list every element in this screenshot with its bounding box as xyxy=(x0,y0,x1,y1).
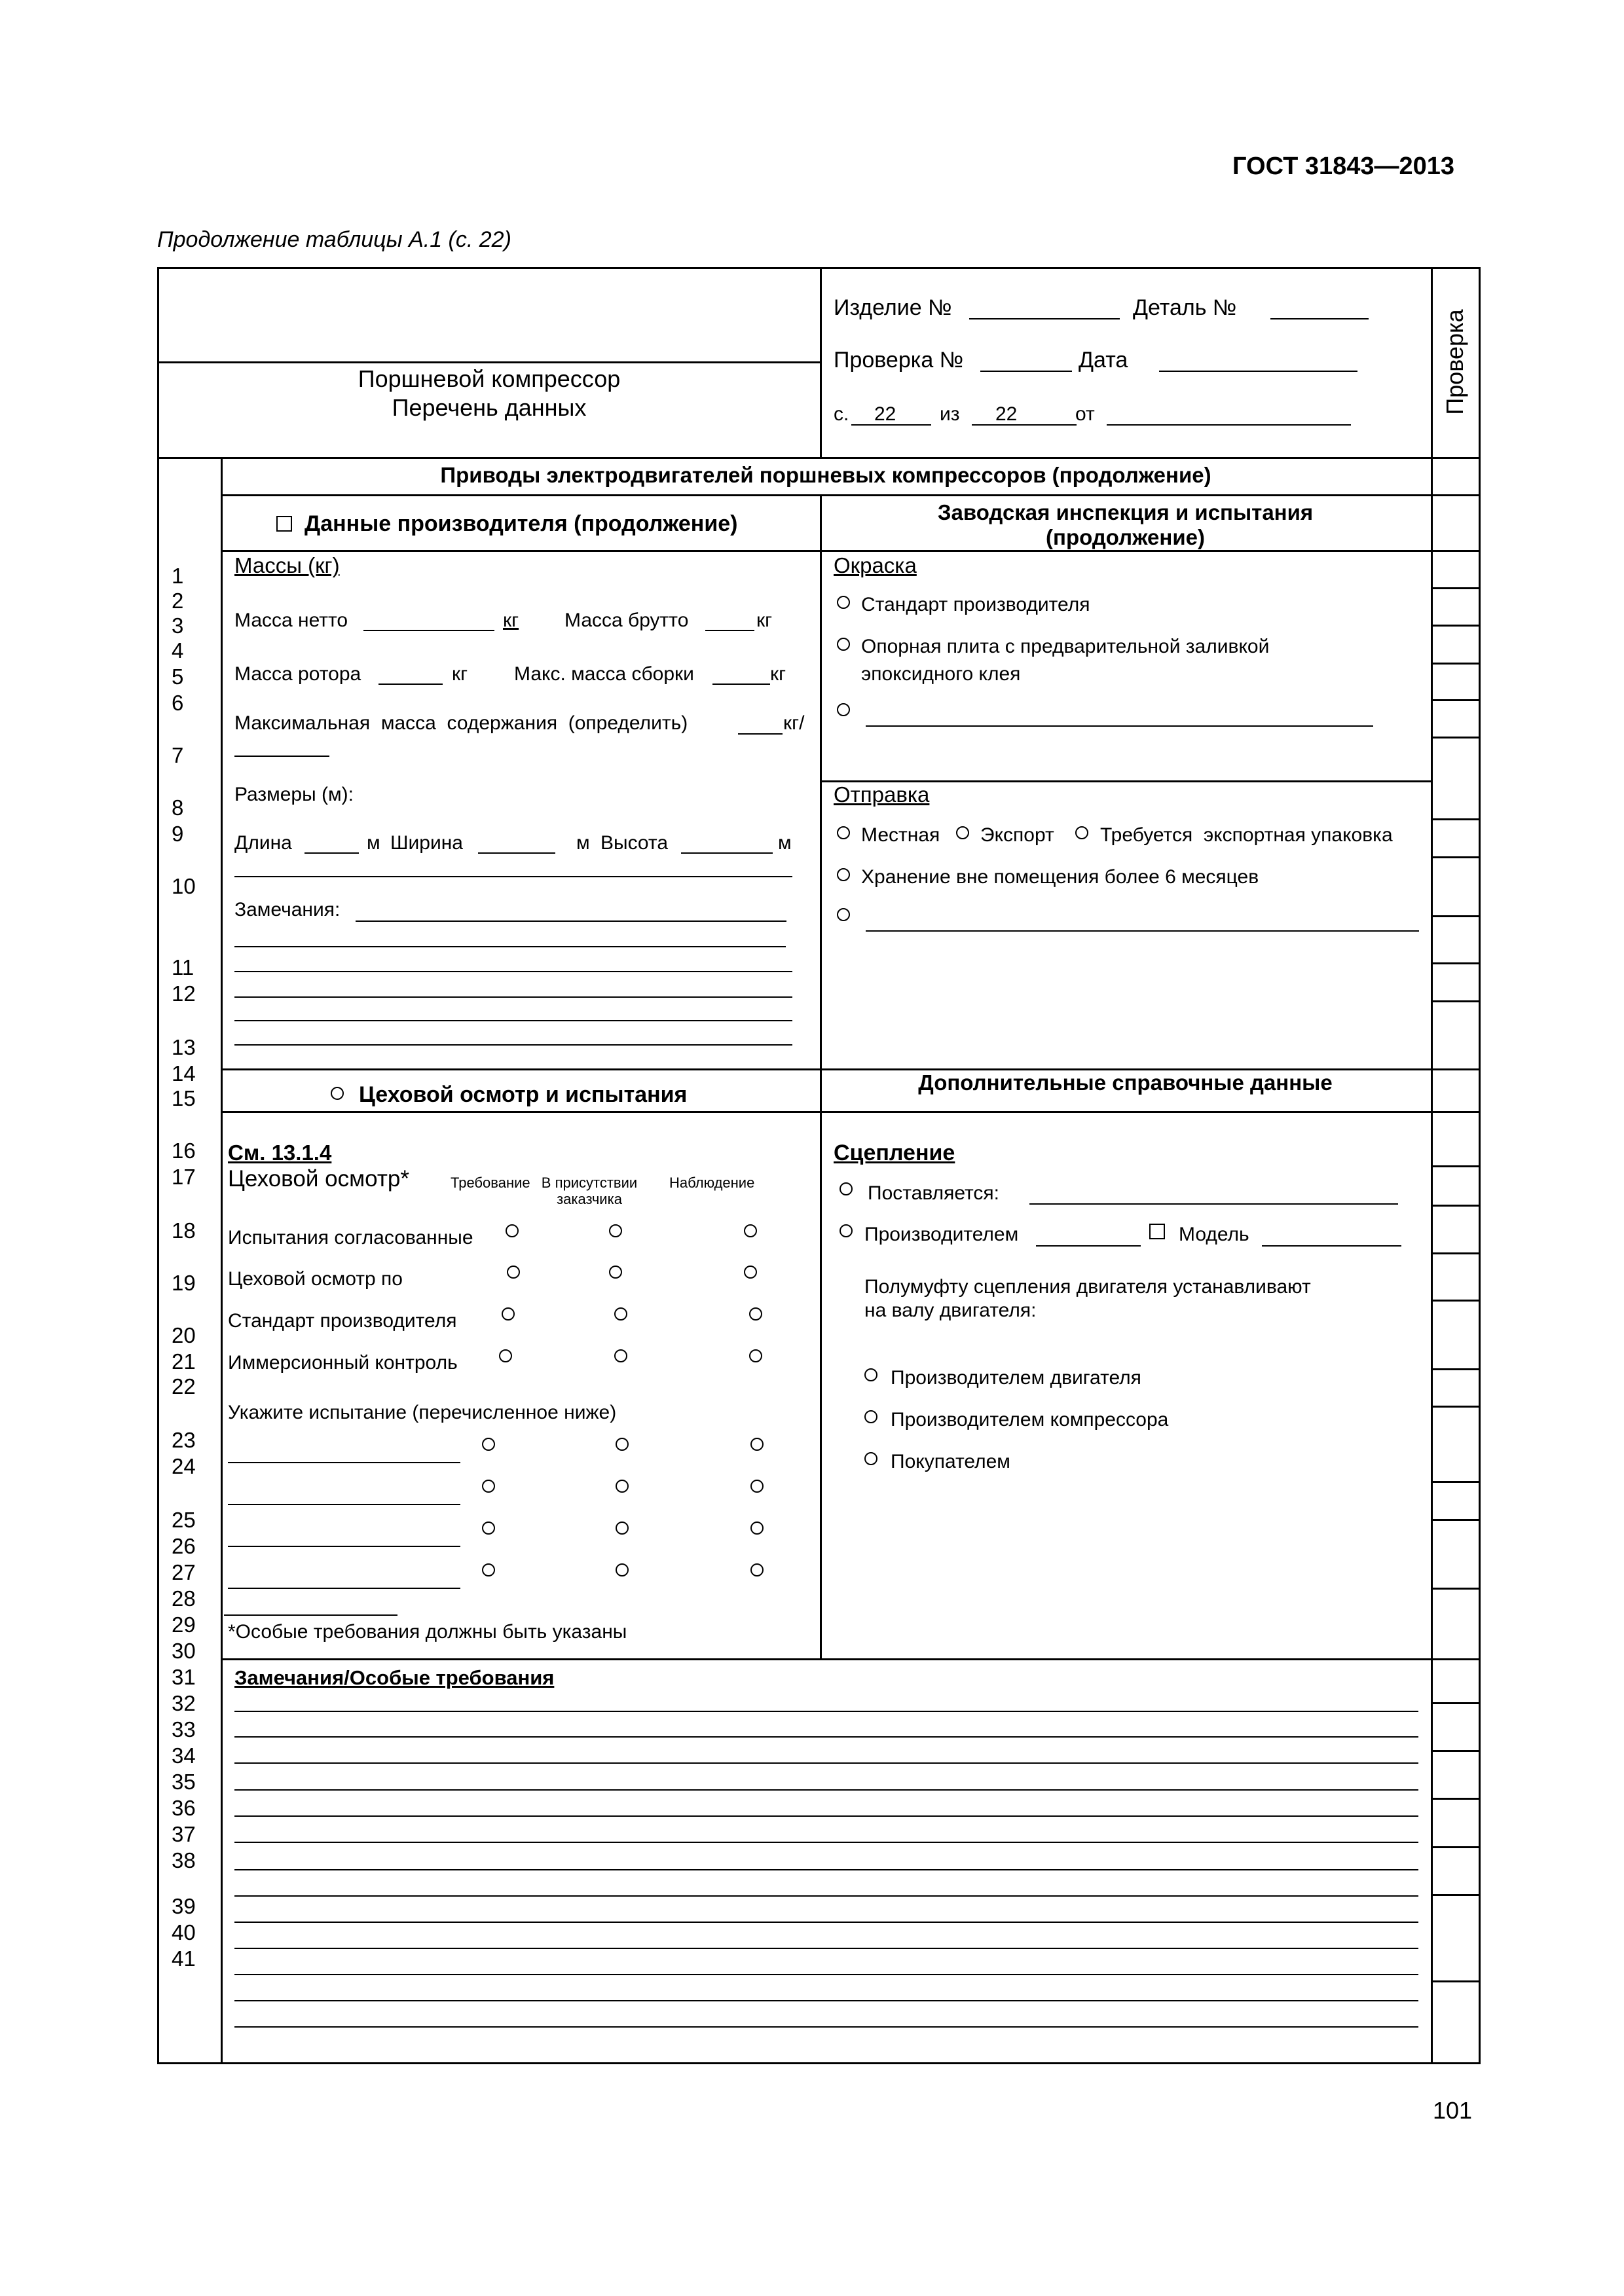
manufacturer-field[interactable] xyxy=(1036,1245,1141,1247)
witness-radio[interactable] xyxy=(616,1438,629,1451)
witness-radio[interactable] xyxy=(614,1307,627,1321)
page-total: 22 xyxy=(995,403,1018,425)
row-number: 39 xyxy=(172,1894,196,1918)
kg-label: кг xyxy=(770,663,786,685)
row-number: 33 xyxy=(172,1717,196,1741)
factory-header-1: Заводская инспекция и испытания xyxy=(937,500,1314,524)
section-title: Приводы электродвигателей поршневых компрессоров (продолжение) xyxy=(440,463,1211,487)
witness-radio[interactable] xyxy=(609,1224,622,1237)
observation-radio[interactable] xyxy=(750,1563,764,1576)
base-plate-label-2: эпоксидного клея xyxy=(861,663,1021,685)
row-number: 9 xyxy=(172,822,184,846)
length-field[interactable] xyxy=(304,852,359,854)
base-plate-radio[interactable] xyxy=(837,638,850,651)
witness-radio[interactable] xyxy=(609,1266,622,1279)
compressor-mfr-label: Производителем компрессора xyxy=(891,1409,1169,1430)
row-number: 37 xyxy=(172,1822,196,1846)
height-label: Высота xyxy=(600,832,669,854)
form-title-line2: Перечень данных xyxy=(392,394,587,421)
requirement-radio[interactable] xyxy=(482,1480,495,1493)
model-field[interactable] xyxy=(1262,1245,1401,1247)
shop-row-label: Испытания согласованные xyxy=(228,1227,473,1248)
supplied-field[interactable] xyxy=(1029,1203,1398,1205)
requirement-radio[interactable] xyxy=(482,1563,495,1576)
gross-mass-field[interactable] xyxy=(705,630,754,631)
page-prefix: с. xyxy=(834,403,849,425)
row-number: 1 xyxy=(172,564,184,588)
witness-radio[interactable] xyxy=(616,1480,629,1493)
width-field[interactable] xyxy=(478,852,555,854)
outdoor-storage-label: Хранение вне помещения более 6 месяцев xyxy=(861,866,1259,888)
model-label: Модель xyxy=(1179,1224,1249,1245)
page-current: 22 xyxy=(874,403,896,425)
motor-mfr-label: Производителем двигателя xyxy=(891,1367,1141,1389)
from-label: от xyxy=(1075,403,1095,425)
base-plate-label-1: Опорная плита с предварительной заливкой xyxy=(861,636,1270,657)
row-number: 18 xyxy=(172,1218,196,1243)
col-witness-2: заказчика xyxy=(557,1191,622,1207)
from-field[interactable] xyxy=(1107,424,1351,426)
dimensions-title: Размеры (м): xyxy=(234,784,354,805)
model-checkbox[interactable] xyxy=(1149,1224,1165,1239)
row-number: 5 xyxy=(172,665,184,689)
requirement-radio[interactable] xyxy=(506,1224,519,1237)
row-number: 25 xyxy=(172,1508,196,1532)
half-coupling-label-1: Полумуфту сцепления двигателя устанавливают xyxy=(864,1276,1311,1298)
row-number: 31 xyxy=(172,1665,196,1689)
gross-mass-label: Масса брутто xyxy=(564,610,689,631)
row-number: 27 xyxy=(172,1560,196,1584)
specify-test-field[interactable] xyxy=(228,1588,460,1589)
width-label: Ширина xyxy=(390,832,463,854)
col-witness-1: В присутствии xyxy=(541,1175,638,1191)
row-number: 19 xyxy=(172,1271,196,1295)
max-assembly-mass-label: Макс. масса сборки xyxy=(514,663,694,685)
painting-other-field[interactable] xyxy=(866,725,1373,727)
row-number: 28 xyxy=(172,1586,196,1611)
supplied-label: Поставляется: xyxy=(868,1182,1000,1204)
kg-label: кг xyxy=(756,610,773,631)
requirement-radio[interactable] xyxy=(507,1266,520,1279)
row-number: 23 xyxy=(172,1428,196,1452)
row-number: 17 xyxy=(172,1165,196,1189)
export-label: Экспорт xyxy=(980,824,1054,846)
local-radio[interactable] xyxy=(837,826,850,839)
local-label: Местная xyxy=(861,824,940,846)
row-number: 16 xyxy=(172,1139,196,1163)
observation-radio[interactable] xyxy=(744,1224,757,1237)
specify-test-field[interactable] xyxy=(228,1462,460,1463)
item-number-field[interactable] xyxy=(969,318,1120,319)
footnote: *Особые требования должны быть указаны xyxy=(228,1621,627,1643)
factory-header-2: (продолжение) xyxy=(1046,525,1205,549)
specify-test-field[interactable] xyxy=(228,1546,460,1547)
row-number: 34 xyxy=(172,1743,196,1768)
m-label: м xyxy=(367,832,380,854)
shipping-other-field[interactable] xyxy=(866,930,1419,932)
date-label: Дата xyxy=(1079,348,1128,373)
shipping-other-radio[interactable] xyxy=(837,908,850,921)
m-label: м xyxy=(778,832,792,854)
row-number: 20 xyxy=(172,1323,196,1347)
row-number: 2 xyxy=(172,589,184,613)
row-number: 40 xyxy=(172,1920,196,1944)
witness-radio[interactable] xyxy=(614,1349,627,1362)
see-reference: См. 13.1.4 xyxy=(228,1140,332,1165)
requirement-radio[interactable] xyxy=(482,1522,495,1535)
row-number: 3 xyxy=(172,613,184,638)
additional-data-header: Дополнительные справочные данные xyxy=(918,1070,1333,1095)
row-number: 4 xyxy=(172,638,184,663)
shop-inspection-radio[interactable] xyxy=(331,1087,344,1100)
remarks-special-title: Замечания/Особые требования xyxy=(234,1666,555,1689)
row-number: 24 xyxy=(172,1454,196,1478)
standard-number: ГОСТ 31843—2013 xyxy=(1232,153,1455,180)
shop-row-label: Цеховой осмотр по xyxy=(228,1268,403,1290)
net-mass-label: Масса нетто xyxy=(234,610,348,631)
manufacturer-data-checkbox[interactable] xyxy=(276,516,292,532)
std-manufacturer-label: Стандарт производителя xyxy=(861,594,1090,615)
length-label: Длина xyxy=(234,832,292,854)
export-pack-radio[interactable] xyxy=(1075,826,1088,839)
manufacturer-radio[interactable] xyxy=(840,1224,853,1237)
export-pack-label: Требуется экспортная упаковка xyxy=(1100,824,1393,846)
row-number: 15 xyxy=(172,1086,196,1110)
row-number: 12 xyxy=(172,981,196,1006)
kg-label: кг xyxy=(452,663,468,685)
requirement-radio[interactable] xyxy=(499,1349,512,1362)
supplied-radio[interactable] xyxy=(840,1182,853,1195)
outdoor-storage-radio[interactable] xyxy=(837,868,850,881)
net-mass-field[interactable] xyxy=(363,630,494,631)
col-observation: Наблюдение xyxy=(669,1175,755,1191)
check-number-field[interactable] xyxy=(980,371,1072,372)
row-number: 10 xyxy=(172,874,196,898)
row-number: 29 xyxy=(172,1613,196,1637)
row-number: 30 xyxy=(172,1639,196,1663)
rotor-mass-label: Масса ротора xyxy=(234,663,361,685)
painting-other-radio[interactable] xyxy=(837,703,850,716)
row-number: 7 xyxy=(172,743,184,767)
witness-radio[interactable] xyxy=(616,1563,629,1576)
row-number: 32 xyxy=(172,1691,196,1715)
shop-row-label: Иммерсионный контроль xyxy=(228,1352,458,1374)
row-number: 35 xyxy=(172,1770,196,1794)
row-number: 6 xyxy=(172,691,184,715)
shipping-title: Отправка xyxy=(834,782,930,807)
m-label: м xyxy=(576,832,590,854)
row-number: 14 xyxy=(172,1061,196,1085)
observation-radio[interactable] xyxy=(750,1522,764,1535)
form-title-line1: Поршневой компрессор xyxy=(358,365,621,392)
item-number-label: Изделие № xyxy=(834,295,952,320)
observation-radio[interactable] xyxy=(749,1307,762,1321)
motor-mfr-radio[interactable] xyxy=(864,1368,877,1381)
height-field[interactable] xyxy=(681,852,773,854)
masses-title: Массы (кг) xyxy=(234,553,340,577)
continuation-caption: Продолжение таблицы А.1 (с. 22) xyxy=(157,227,511,252)
buyer-label: Покупателем xyxy=(891,1451,1010,1472)
shop-inspection-label: Цеховой осмотр* xyxy=(228,1166,409,1192)
manufacturer-label: Производителем xyxy=(864,1224,1019,1245)
row-number: 36 xyxy=(172,1796,196,1820)
std-manufacturer-radio[interactable] xyxy=(837,596,850,609)
row-number: 8 xyxy=(172,795,184,820)
shop-row-label: Стандарт производителя xyxy=(228,1310,457,1332)
of-label: из xyxy=(940,403,960,425)
requirement-radio[interactable] xyxy=(482,1438,495,1451)
rotor-mass-field[interactable] xyxy=(378,683,443,685)
witness-radio[interactable] xyxy=(616,1522,629,1535)
row-number: 41 xyxy=(172,1946,196,1971)
half-coupling-label-2: на валу двигателя: xyxy=(864,1300,1037,1321)
specify-test-label: Укажите испытание (перечисленное ниже) xyxy=(228,1402,617,1423)
row-number: 22 xyxy=(172,1374,196,1398)
row-number: 13 xyxy=(172,1035,196,1059)
remarks-field[interactable] xyxy=(356,920,786,922)
part-number-field[interactable] xyxy=(1270,318,1369,319)
requirement-radio[interactable] xyxy=(502,1307,515,1321)
page-number: 101 xyxy=(1433,2097,1473,2124)
painting-title: Окраска xyxy=(834,553,917,577)
date-field[interactable] xyxy=(1159,371,1357,372)
observation-radio[interactable] xyxy=(749,1349,762,1362)
specify-test-field[interactable] xyxy=(228,1504,460,1505)
compressor-mfr-radio[interactable] xyxy=(864,1410,877,1423)
shop-inspection-header: Цеховой осмотр и испытания xyxy=(359,1082,688,1107)
part-number-label: Деталь № xyxy=(1133,295,1237,320)
observation-radio[interactable] xyxy=(744,1266,757,1279)
row-number: 26 xyxy=(172,1534,196,1558)
remarks-label: Замечания: xyxy=(234,899,341,920)
manufacturer-data-header: Данные производителя (продолжение) xyxy=(304,511,738,536)
check-number-label: Проверка № xyxy=(834,348,964,373)
observation-radio[interactable] xyxy=(750,1438,764,1451)
check-vertical-label: Проверка xyxy=(1441,309,1468,415)
max-maintenance-mass-label: Максимальная масса содержания (определить) xyxy=(234,712,688,734)
col-requirement: Требование xyxy=(451,1175,530,1191)
max-assembly-mass-field[interactable] xyxy=(712,683,770,685)
observation-radio[interactable] xyxy=(750,1480,764,1493)
row-number: 38 xyxy=(172,1848,196,1872)
export-radio[interactable] xyxy=(956,826,969,839)
kg-per-label: кг/ xyxy=(783,712,805,734)
buyer-radio[interactable] xyxy=(864,1452,877,1465)
coupling-title: Сцепление xyxy=(834,1140,955,1165)
row-number: 11 xyxy=(172,955,194,979)
row-number: 21 xyxy=(172,1349,196,1374)
max-maintenance-mass-field[interactable] xyxy=(738,733,783,735)
kg-label: кг xyxy=(503,610,519,631)
